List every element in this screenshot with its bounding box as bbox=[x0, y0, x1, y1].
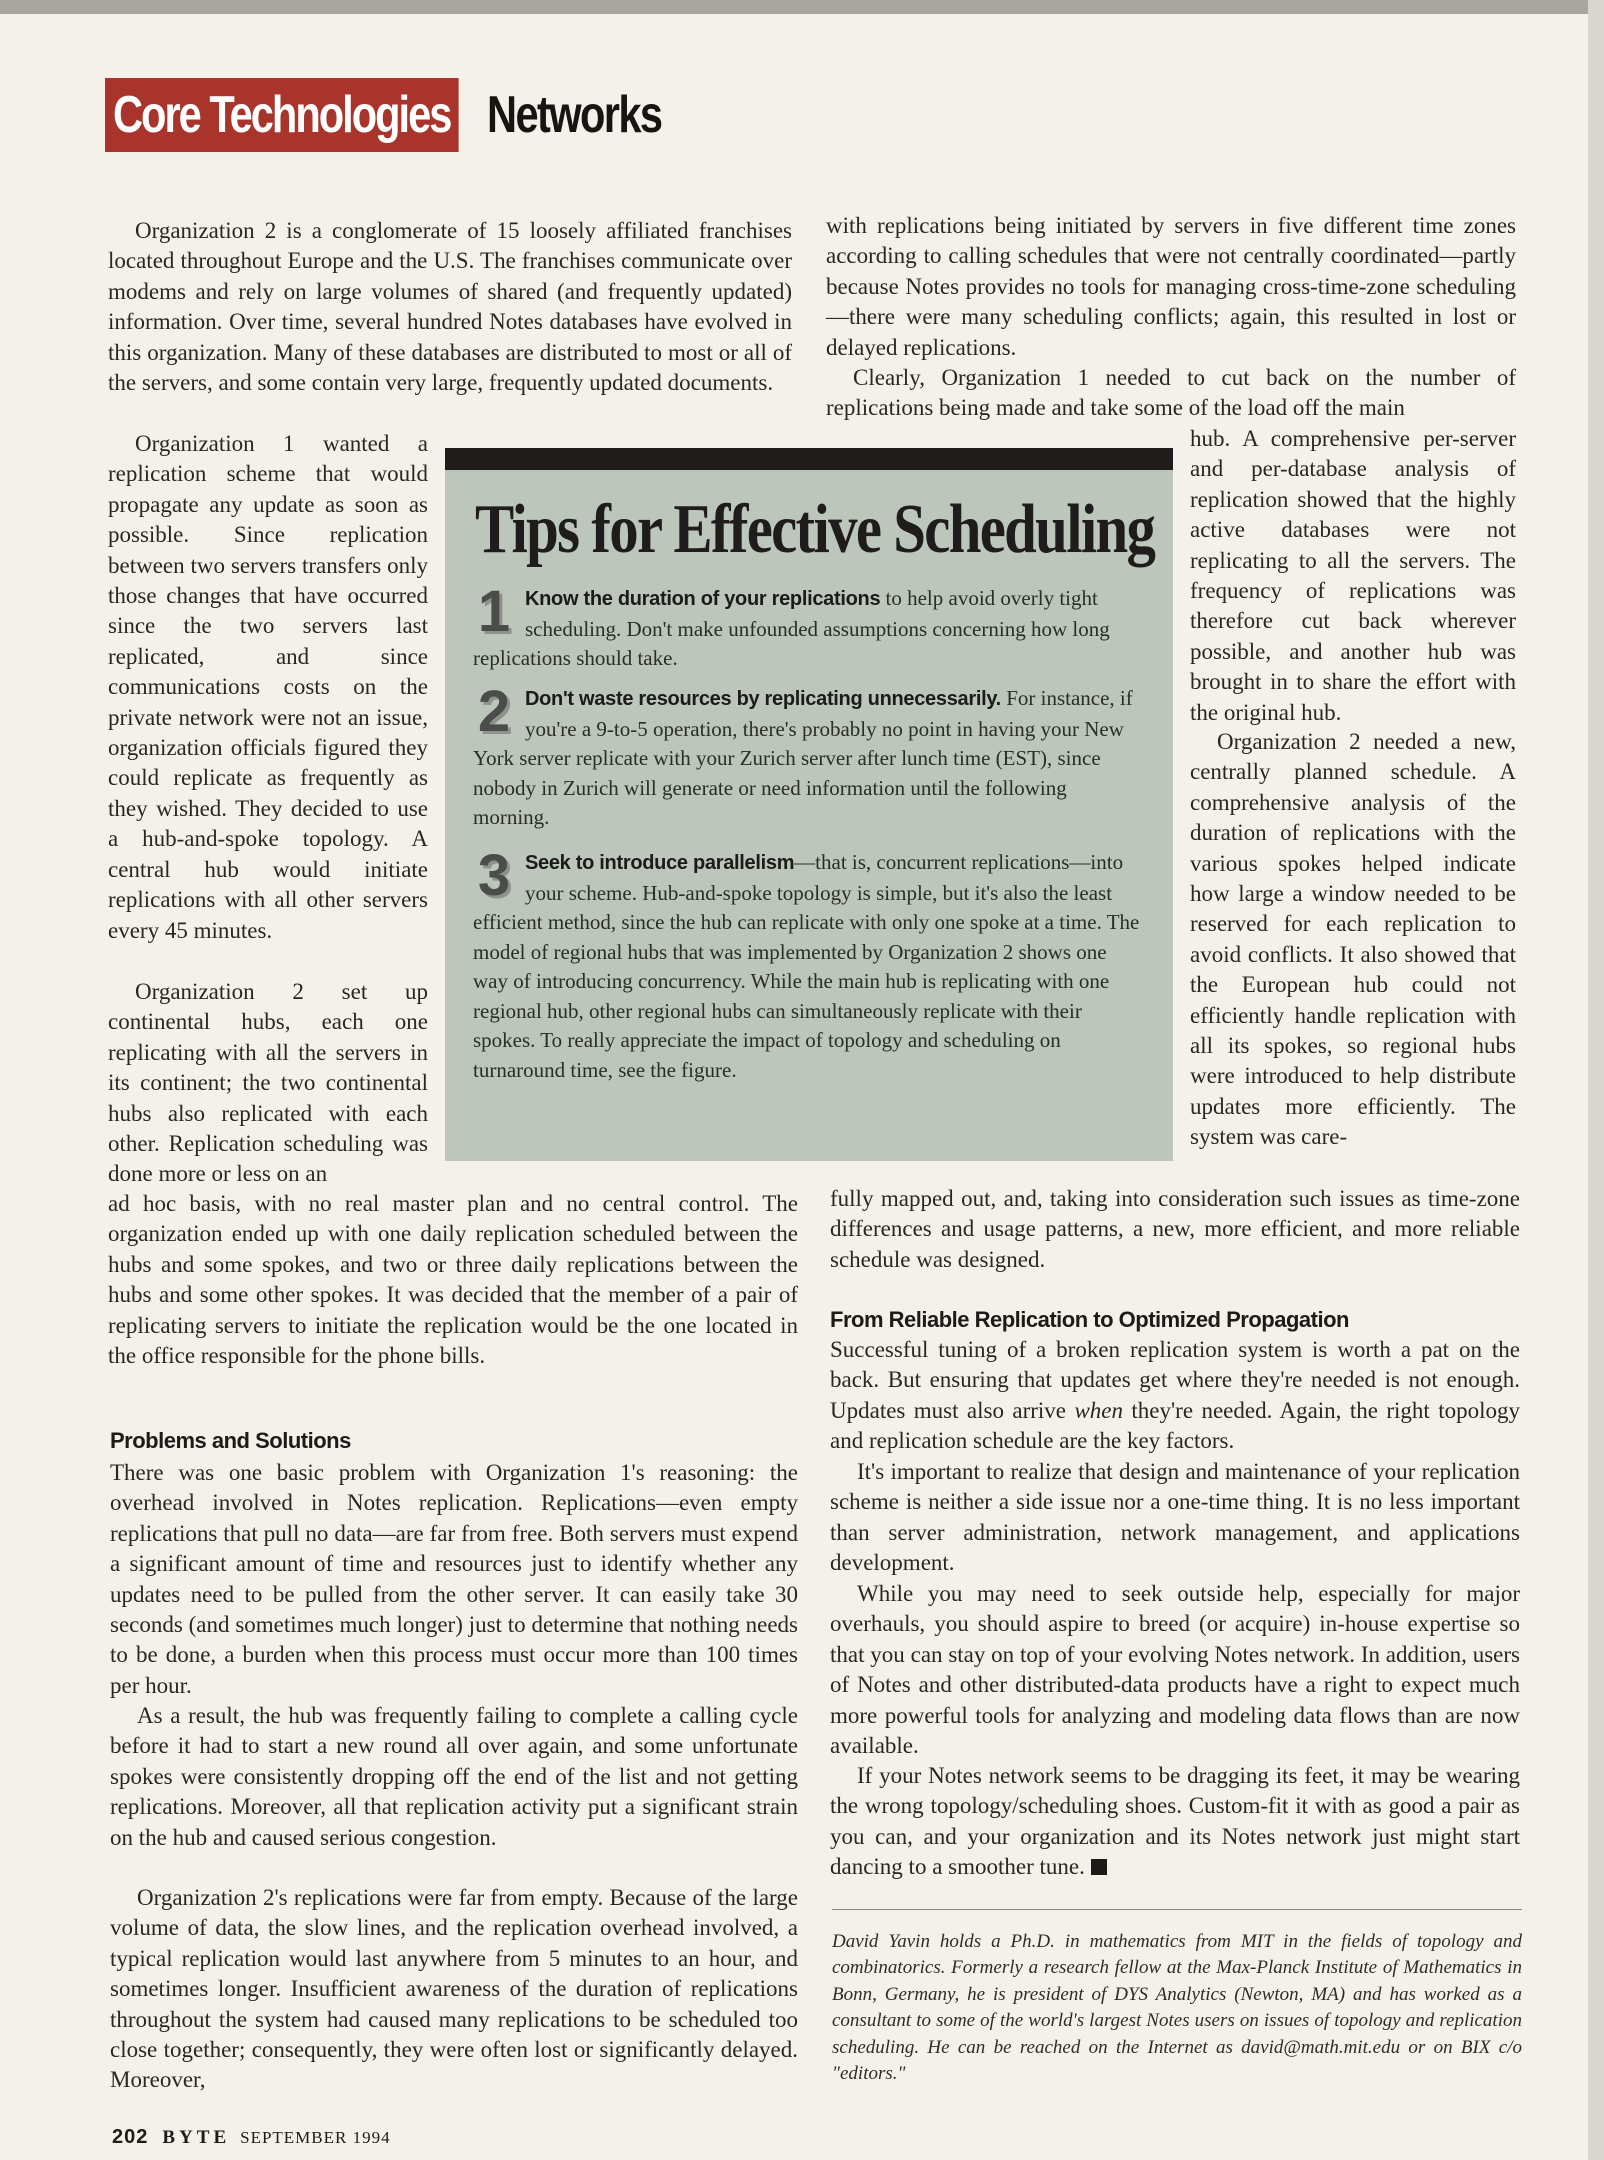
tip-lead: Don't waste resources by replicating unnecessarily. bbox=[525, 688, 1001, 710]
emphasis-text: when bbox=[1074, 1397, 1123, 1423]
tip-lead: Know the duration of your replications bbox=[525, 588, 881, 610]
body-paragraph: It's important to realize that design and maintenance of your replication scheme is neither a side issue nor a one-time thing. It is no less important than server administration, network management, and applications development. bbox=[830, 1459, 1520, 1576]
body-paragraph: ad hoc basis, with no real master plan and no central control. The organization ended up with one daily replication scheduled between the hubs and some spokes, and two or three daily replications between the hubs and some other spokes. It was decided that the member of a pair of replicating servers to initiate the replication would be the one located in the office responsible for the phone bills. bbox=[108, 1191, 798, 1369]
sidebar-top-bar bbox=[445, 448, 1173, 470]
tip-number: 2 bbox=[477, 679, 511, 744]
tip-item bbox=[473, 843, 1141, 1085]
tip-number: 3 bbox=[477, 843, 511, 908]
page-footer bbox=[112, 2126, 391, 2149]
body-paragraph bbox=[830, 1335, 1520, 1457]
body-paragraph: As a result, the hub was frequently failing to complete a calling cycle before it had to start a new round all over again, and some unfortunate spokes were consistently dropping off the end of the list and not getting replications. Moreover, all that replication activity put a significant strain on the hub and caused serious congestion. bbox=[110, 1703, 798, 1850]
author-bio: David Yavin holds a Ph.D. in mathematics from MIT in the fields of topology and combinatorics. Formerly a research fellow at the Max-Planck Institute of Mathematics in Bonn, Germany, he is president of DYS Analytics (Newton, MA) and has worked as a consultant to some of the world's largest Notes users on issues of topology and replication scheduling. He can be reached on the Internet as david@math.mit.edu or on BIX c/o "editors." bbox=[832, 1931, 1522, 2085]
section-heading-propagation: From Reliable Replication to Optimized Propagation bbox=[830, 1307, 1349, 1332]
tip-lead: Seek to introduce parallelism bbox=[525, 852, 795, 874]
text-run: they're needed. Again, the right topology and replication schedule are the key factors. bbox=[830, 1397, 1520, 1454]
body-paragraph: While you may need to seek outside help, especially for major overhauls, you should aspire to breed (or acquire) in-house expertise so that you can stay on top of your evolving Notes network. In addition, users of Notes and other distributed-data products have a right to expect much more powerful tools for analyzing and modeling data flows than are now available. bbox=[830, 1581, 1520, 1759]
body-paragraph: with replications being initiated by servers in five different time zones according to calling schedules that were not centrally coordinated—partly because Notes provides no tools for managing cross-time-zone scheduling—there were many scheduling conflicts; again, this resulted in lost or delayed replications. bbox=[826, 213, 1516, 360]
bio-divider bbox=[832, 1909, 1522, 1910]
tip-item bbox=[473, 579, 1141, 674]
tips-sidebar bbox=[445, 448, 1173, 1161]
body-paragraph: Organization 2 set up continental hubs, each one replicating with all the servers in its continent; the two continental hubs also replicated with each other. Replication scheduling was done more or less on an bbox=[108, 979, 428, 1187]
text-run: If your Notes network seems to be dragging its feet, it may be wearing the wrong topology/scheduling shoes. Custom-fit it with as good a pair as you can, and your organization and its Notes network just might start dancing to a smoother tune. bbox=[830, 1763, 1520, 1880]
magazine-name: BYTE bbox=[162, 2127, 231, 2148]
section-heading-problems: Problems and Solutions bbox=[110, 1428, 351, 1453]
scan-top-edge bbox=[0, 0, 1604, 14]
tip-text: —that is, concurrent replications—into your scheme. Hub-and-spoke topology is simple, but it's also the least efficient method, since the hub can replicate with only one spoke at a time. The model of regional hubs that was implemented by Organization 2 shows one way of introducing concurrency. While the main hub is replicating with one regional hub, other regional hubs can simultaneously replicate with their spokes. To really appreciate the impact of topology and scheduling on turnaround time, see the figure. bbox=[473, 850, 1140, 1082]
tip-text: to help avoid overly tight scheduling. Don't make unfounded assumptions concerning how long replications should take. bbox=[473, 586, 1110, 670]
section-label: Core Technologies bbox=[105, 78, 458, 152]
sidebar-title: Tips for Effective Scheduling bbox=[475, 491, 1155, 568]
body-paragraph: Organization 2's replications were far from empty. Because of the large volume of data, the slow lines, and the replication overhead involved, a typical replication would last anywhere from 5 minutes to an hour, and sometimes longer. Insufficient awareness of the duration of replications throughout the system had caused many replications to be scheduled too close together; consequently, they were often lost or significantly delayed. Moreover, bbox=[110, 1885, 798, 2093]
body-paragraph: fully mapped out, and, taking into consideration such issues as time-zone differences and usage patterns, a new, more efficient, and more reliable schedule was designed. bbox=[830, 1186, 1520, 1272]
body-paragraph: There was one basic problem with Organization 1's reasoning: the overhead involved in Notes replication. Replications—even empty replications that pull no data—are far from free. Both servers must expend a significant amount of time and resources just to identify whether any updates need to be pulled from the other server. It can easily take 30 seconds (and sometimes much longer) just to determine that nothing needs to be done, a burden when this process must occur more than 100 times per hour. bbox=[110, 1460, 798, 1698]
issue-date: SEPTEMBER 1994 bbox=[240, 2128, 391, 2147]
body-paragraph: hub. A comprehensive per-server and per-database analysis of replication showed that the highly active databases were not replicating to all the servers. The frequency of replications was therefore cut back wherever possible, and another hub was brought in to share the effort with the original hub. bbox=[1190, 426, 1516, 725]
text-run: Successful tuning of a broken replication system is worth a pat on the back. But ensuring that updates get where they're needed is not enough. Updates must also arrive bbox=[830, 1337, 1520, 1423]
tip-item bbox=[473, 679, 1141, 833]
body-paragraph: Organization 2 is a conglomerate of 15 loosely affiliated franchises located throughout Europe and the U.S. The franchises communicate over modems and rely on large volumes of shared (and frequently updated) information. Over time, several hundred Notes databases have evolved in this organization. Many of these databases are distributed to most or all of the servers, and some contain very large, frequently updated documents. bbox=[108, 218, 792, 396]
scan-right-edge bbox=[1588, 0, 1604, 2160]
subsection-label: Networks bbox=[486, 86, 662, 144]
body-paragraph: Organization 1 wanted a replication scheme that would propagate any update as soon as possible. Since replication between two servers transfers only those changes that have occurred since the two servers last replicated, and since communications costs on the private network were not an issue, organization officials figured they could replicate as frequently as they wished. They decided to use a hub-and-spoke topology. A central hub would initiate replications with all other servers every 45 minutes. bbox=[108, 431, 428, 943]
body-paragraph bbox=[830, 1761, 1520, 1883]
tip-text: For instance, if you're a 9-to-5 operation, there's probably no point in having your New York server replicate with your Zurich server after lunch time (EST), since nobody in Zurich will generate or need information until the following morning. bbox=[473, 686, 1133, 829]
page-number: 202 bbox=[112, 2126, 149, 2148]
body-paragraph: Clearly, Organization 1 needed to cut back on the number of replications being made and take some of the load off the main bbox=[826, 365, 1516, 421]
tip-number: 1 bbox=[477, 579, 511, 644]
section-header bbox=[105, 78, 707, 152]
end-of-article-mark bbox=[1091, 1859, 1107, 1875]
body-paragraph: Organization 2 needed a new, centrally planned schedule. A comprehensive analysis of the duration of replications with the various spokes helped indicate how large a window needed to be reserved for each replication to avoid conflicts. It also showed that the European hub could not efficiently handle replication with all its spokes, so regional hubs were introduced to help distribute updates more efficiently. The system was care- bbox=[1190, 729, 1516, 1150]
